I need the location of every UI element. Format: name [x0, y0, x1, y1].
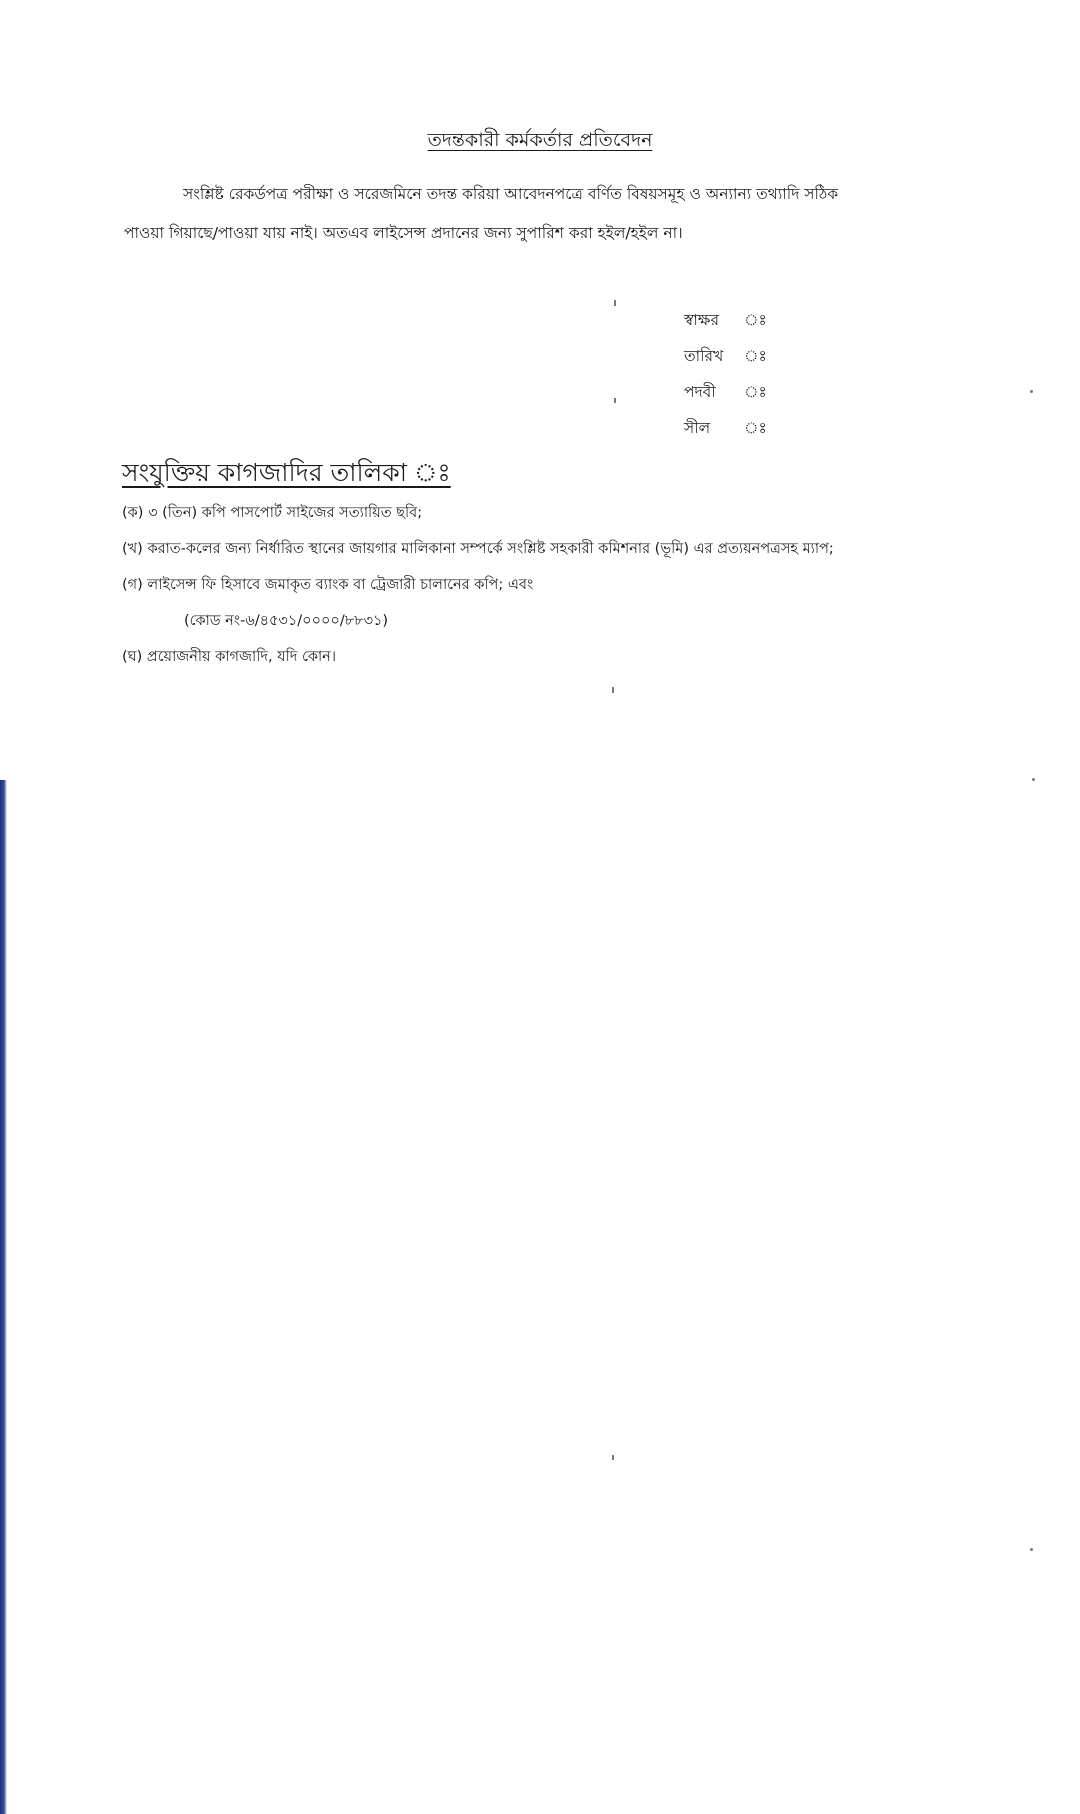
signature-label: স্বাক্ষর	[684, 311, 720, 329]
scan-speck	[612, 1455, 614, 1460]
designation-colon: ঃ	[744, 383, 767, 401]
report-paragraph-line-1: সংশ্লিষ্ট রেকর্ডপত্র পরীক্ষা ও সরেজমিনে তদন্ত করিয়া আবেদনপত্রে বর্ণিত বিষয়সমূহ ও অন্যান্য তথ্যাদি সঠিক	[183, 185, 839, 203]
seal-field	[684, 416, 884, 452]
treasury-code-line: (কোড নং-৬/৪৫৩১/০০০০/৮৮৩১)	[184, 613, 389, 629]
attachments-list	[122, 502, 922, 682]
list-item: (ঘ) প্রয়োজনীয় কাগজাদি, যদি কোন।	[122, 649, 337, 665]
report-paragraph-line-2: পাওয়া গিয়াছে/পাওয়া যায় নাই। অতএব লাইসেন্স প্রদানের জন্য সুপারিশ করা হইল/হইল না।	[124, 224, 683, 242]
scan-edge-shadow	[0, 780, 7, 1814]
date-colon: ঃ	[744, 347, 767, 365]
date-label: তারিখ	[684, 347, 724, 365]
page-title: তদন্তকারী কর্মকর্তার প্রতিবেদন	[427, 129, 653, 151]
seal-colon: ঃ	[744, 419, 767, 437]
scan-speck	[614, 398, 616, 403]
designation-label: পদবী	[684, 383, 716, 401]
attachments-heading: সংযুক্তিয় কাগজাদির তালিকা ঃ	[122, 458, 451, 487]
designation-field	[684, 380, 884, 416]
signature-colon: ঃ	[744, 311, 767, 329]
scan-speck	[1030, 1548, 1033, 1551]
seal-label: সীল	[684, 419, 711, 437]
list-item: (ক) ৩ (তিন) কপি পাসপোর্ট সাইজের সত্যায়িত ছবি;	[122, 505, 423, 521]
scan-speck	[614, 300, 616, 306]
signature-block	[684, 308, 884, 452]
signature-field	[684, 308, 884, 344]
date-field	[684, 344, 884, 380]
scan-speck	[1032, 778, 1035, 781]
list-item: (খ) করাত-কলের জন্য নির্ধারিত স্থানের জায়গার মালিকানা সম্পর্কে সংশ্লিষ্ট সহকারী কমিশনার (ভূমি) এর প্রত্যয়নপত্রসহ ম্যাপ;	[122, 541, 834, 557]
scan-speck	[1030, 390, 1033, 393]
scan-speck	[612, 687, 614, 693]
list-item: (গ) লাইসেন্স ফি হিসাবে জমাকৃত ব্যাংক বা ট্রেজারী চালানের কপি; এবং	[122, 577, 534, 593]
